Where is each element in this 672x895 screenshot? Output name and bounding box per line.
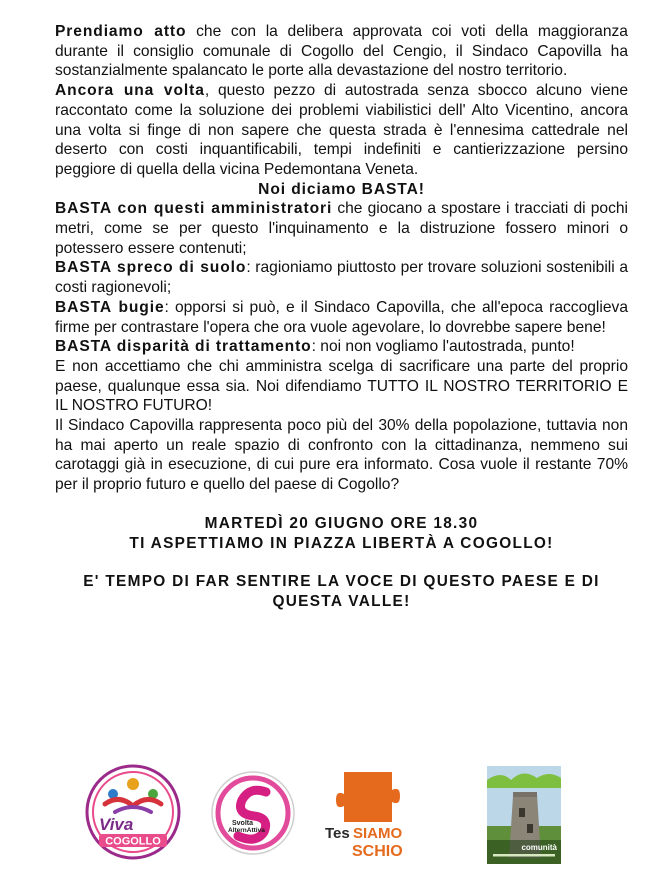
paragraph-2: Ancora una volta, questo pezzo di autostrada senza sbocco alcuno viene raccontato come la soluzione dei problemi viabilistici dell' Alto Vicentino, ancora una volta si finge di non sapere che questa strada è l'ennesima cattedrale nel deserto con costi inquantificabili, tempi indefiniti e cantierizzazione persino peggiore di quella della vicina Pedemontana Veneta. xyxy=(55,82,628,178)
svg-text:Svolta: Svolta xyxy=(232,820,254,827)
svg-text:SCHIO: SCHIO xyxy=(352,843,403,860)
lead-prendiamo-atto: Prendiamo atto xyxy=(55,23,187,40)
paragraph-sindaco: Il Sindaco Capovilla rappresenta poco più del 30% della popolazione, tuttavia non ha mai aperto un reale spazio di confronto con la cittadinanza, nemmeno sui carotaggi già in esecuzione, di cui pure era informato. Cosa vuole il restante 70% per il proprio futuro e quello del paese di Cogollo? xyxy=(55,417,628,494)
paragraph-basta-amministratori: BASTA con questi amministratori che giocano a spostare i tracciati di pochi metri, come se per questo l'inquinamento e la distruzione fossero minori o potessero essere contenuti; xyxy=(55,200,628,257)
closing-line-2: QUESTA VALLE! xyxy=(272,592,411,610)
svolta-alternattiva-logo xyxy=(210,770,296,856)
logos-row xyxy=(0,760,672,890)
event-date: MARTEDÌ 20 GIUGNO ORE 18.30 xyxy=(204,514,479,532)
svg-text:SIAMO: SIAMO xyxy=(353,825,403,842)
heading-basta: Noi diciamo BASTA! xyxy=(258,180,425,198)
closing-line-1: E' TEMPO DI FAR SENTIRE LA VOCE DI QUESTO PAESE E DI xyxy=(83,573,600,591)
puzzle-piece-icon xyxy=(336,772,400,822)
paragraph-basta-bugie: BASTA bugie: opporsi si può, e il Sindaco Capovilla, che all'epoca raccoglieva firme per contrastare l'opera che ora vuole agevolare, lo dovrebbe sapere bene! xyxy=(55,298,628,336)
figure-head-icon xyxy=(127,778,139,790)
paragraph-non-accettiamo: E non accettiamo che chi amministra scelga di sacrificare una parte del proprio paese, qualunque essa sia. Noi difendiamo TUTTO IL NOSTRO TERRITORIO E IL NOSTRO FUTURO! xyxy=(55,357,628,415)
svg-text:Viva: Viva xyxy=(99,815,134,834)
viva-cogollo-logo xyxy=(85,764,181,860)
svg-text:AlternAttiva: AlternAttiva xyxy=(228,827,265,834)
hands-icon xyxy=(487,773,561,788)
flyer-body xyxy=(55,22,628,612)
svg-text:Tes: Tes xyxy=(325,825,350,842)
event-place: TI ASPETTIAMO IN PIAZZA LIBERTÀ A COGOLLO! xyxy=(129,534,554,552)
svg-text:comunità: comunità xyxy=(521,843,557,852)
comunita-val-astico-logo xyxy=(487,766,561,864)
tessiamo-schio-logo xyxy=(322,766,406,862)
paragraph-basta-spreco: BASTA spreco di suolo: ragioniamo piuttosto per trovare soluzioni sostenibili a costi ragionevoli; xyxy=(55,259,628,297)
lead-ancora-una-volta: Ancora una volta xyxy=(55,82,205,100)
paragraph-1: Prendiamo atto che con la delibera approvata coi voti della maggioranza durante il consiglio comunale di Cogollo del Cengio, il Sindaco Capovilla ha sostanzialmente spalancato le porte alla devastazione del nostro territorio. xyxy=(55,23,628,80)
paragraph-basta-disparita: BASTA disparità di trattamento: noi non vogliamo l'autostrada, punto! xyxy=(55,338,575,356)
svg-text:COGOLLO: COGOLLO xyxy=(105,835,161,848)
